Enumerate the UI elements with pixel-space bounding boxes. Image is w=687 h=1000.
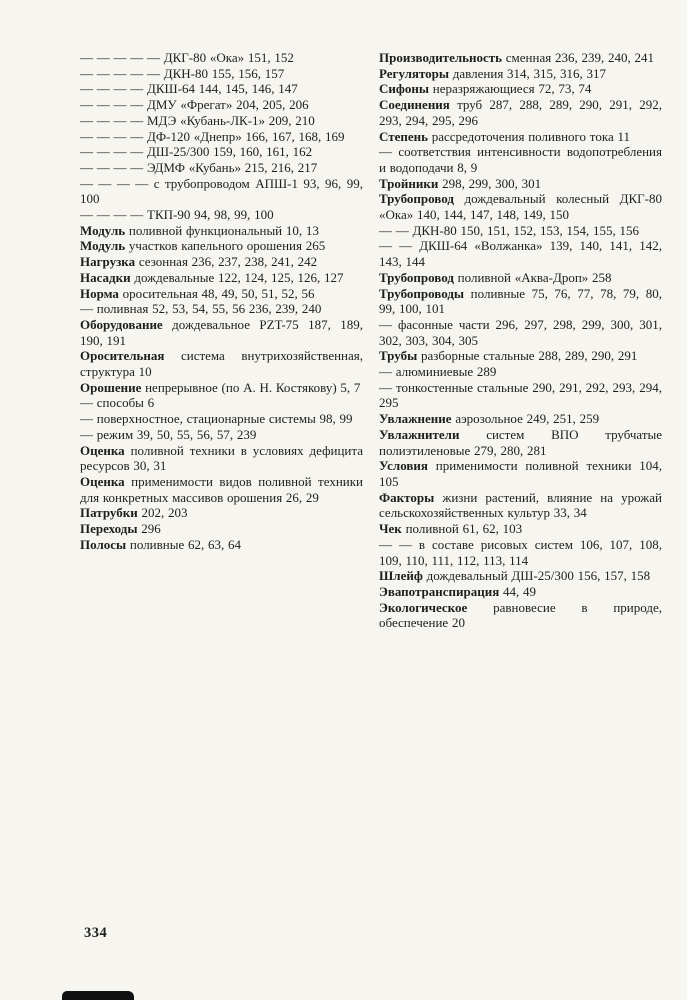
index-entry	[379, 568, 662, 584]
index-entry	[379, 380, 662, 411]
index-entry	[379, 458, 662, 489]
index-entry	[80, 160, 363, 176]
index-entry-text: — соответствия интенсивности водопотребления и водоподачи 8, 9	[379, 144, 662, 175]
index-entry	[379, 176, 662, 192]
index-entry-text: — — — — ТКП-90 94, 98, 99, 100	[80, 207, 274, 223]
index-entry	[379, 537, 662, 568]
index-entry-text: сменная 236, 239, 240, 241	[505, 50, 654, 65]
index-entry-text: поливные 62, 63, 64	[129, 536, 241, 552]
index-headword: Оросительная	[80, 348, 165, 364]
index-entry-text: дождевальные 122, 124, 125, 126, 127	[134, 269, 344, 285]
index-headword: Шлейф	[379, 568, 423, 584]
index-entry	[379, 223, 662, 239]
index-entry-text: — — — — ЭДМФ «Кубань» 215, 216, 217	[80, 159, 318, 175]
index-entry-text: — — ДКН-80 150, 151, 152, 153, 154, 155, 156	[379, 222, 640, 238]
index-headword: Условия	[379, 458, 428, 474]
index-headword: Экологическое	[379, 599, 468, 615]
index-entry	[379, 144, 662, 175]
index-column-left	[80, 50, 363, 631]
index-entry	[80, 223, 363, 239]
index-entry	[80, 427, 363, 443]
index-entry	[80, 238, 363, 254]
index-entry-text: давления 314, 315, 316, 317	[452, 65, 607, 81]
index-entry	[379, 364, 662, 380]
index-entry	[379, 129, 662, 145]
index-entry-text: непрерывное (по А. Н. Костякову) 5, 7	[145, 379, 361, 395]
index-entry-text: сезонная 236, 237, 238, 241, 242	[138, 254, 318, 270]
index-entry-text: 44, 49	[503, 583, 536, 599]
index-entry-text: дождевальный ДШ-25/300 156, 157, 158	[426, 568, 651, 584]
index-entry-text: поливной техники в условиях дефицита ресурсов 30, 31	[80, 442, 363, 474]
index-headword: Регуляторы	[379, 65, 450, 81]
index-entry-text: аэрозольное 249, 251, 259	[455, 411, 600, 427]
index-headword: Трубопроводы	[379, 285, 465, 301]
index-entry	[80, 317, 363, 348]
index-headword: Нагрузка	[80, 254, 136, 270]
index-entry	[379, 348, 662, 364]
index-entry-text: равновесие в природе, обеспечение 20	[379, 599, 662, 631]
index-entry	[379, 427, 662, 458]
index-entry-text: — алюминиевые 289	[379, 364, 497, 380]
index-entry-text: — — — — МДЭ «Кубань-ЛК-1» 209, 210	[80, 112, 315, 128]
index-headword: Увлажнение	[379, 411, 452, 427]
scan-artifact	[62, 991, 134, 1000]
index-entry-text: — — — — — ДКН-80 155, 156, 157	[80, 65, 285, 81]
index-entry-text: — способы 6	[80, 395, 155, 411]
index-entry-text: дождевальный колесный ДКГ-80 «Ока» 140, 144, 147, 148, 149, 150	[379, 191, 662, 223]
index-headword: Факторы	[379, 489, 435, 505]
index-entry-text: 202, 203	[141, 505, 188, 521]
index-entry	[80, 113, 363, 129]
index-entry	[379, 490, 662, 521]
index-entry-text: неразряжающиеся 72, 73, 74	[432, 81, 592, 97]
index-entry-text: труб 287, 288, 289, 290, 291, 292, 293, 294, 295, 296	[379, 97, 662, 128]
index-headword: Трубопровод	[379, 269, 454, 285]
index-entry	[80, 286, 363, 302]
index-headword: Трубопровод	[379, 191, 454, 207]
index-headword: Норма	[80, 285, 119, 301]
index-entry	[80, 81, 363, 97]
index-headword: Сифоны	[379, 81, 430, 97]
index-headword: Полосы	[80, 536, 127, 552]
index-entry	[379, 600, 662, 631]
index-text-block	[80, 50, 662, 631]
index-headword: Трубы	[379, 348, 418, 364]
index-entry-text: — — ДКШ-64 «Волжанка» 139, 140, 141, 142, 143, 144	[379, 238, 662, 270]
index-entry-text: разборные стальные 288, 289, 290, 291	[420, 348, 638, 364]
index-headword: Степень	[379, 128, 428, 144]
index-entry-text: применимости поливной техники 104, 105	[379, 458, 662, 489]
index-headword: Эвапотранспирация	[379, 583, 500, 599]
index-entry	[379, 270, 662, 286]
index-entry-text: систем ВПО трубчатые полиэтиленовые 279, 280, 281	[379, 426, 662, 458]
index-entry-text: — режим 39, 50, 55, 56, 57, 239	[80, 426, 257, 442]
index-headword: Тройники	[379, 175, 439, 191]
index-entry	[80, 254, 363, 270]
index-headword: Переходы	[80, 521, 138, 537]
index-entry-text: 298, 299, 300, 301	[442, 175, 542, 191]
index-entry	[80, 66, 363, 82]
index-entry	[80, 50, 363, 66]
index-entry	[80, 129, 363, 145]
index-entry	[80, 443, 363, 474]
index-entry-text: участков капельного орошения 265	[128, 238, 326, 254]
index-entry-text: система внутрихозяйственная, структура 10	[80, 348, 363, 380]
index-entry	[379, 286, 662, 317]
index-entry-text: 296	[141, 521, 161, 537]
index-entry	[80, 537, 363, 553]
index-entry-text: поливной функциональный 10, 13	[128, 222, 319, 238]
index-entry-text: дождевальное PZT-75 187, 189, 190, 191	[80, 316, 364, 348]
index-headword: Патрубки	[80, 505, 138, 521]
index-entry	[379, 521, 662, 537]
index-entry-text: поливной 61, 62, 103	[405, 521, 523, 537]
index-headword: Оборудование	[80, 316, 163, 332]
index-entry-text: — фасонные части 296, 297, 298, 299, 300, 301, 302, 303, 304, 305	[379, 316, 662, 348]
index-entry	[379, 191, 662, 222]
index-entry	[379, 317, 662, 348]
index-entry	[379, 97, 662, 128]
index-entry-text: — тонкостенные стальные 290, 291, 292, 293, 294, 295	[379, 379, 662, 411]
index-entry	[80, 348, 363, 379]
index-entry-text: поливные 75, 76, 77, 78, 79, 80, 99, 100, 101	[379, 285, 662, 317]
index-entry-text: — — — — — ДКГ-80 «Ока» 151, 152	[80, 50, 294, 65]
index-headword: Соединения	[379, 97, 450, 113]
index-headword: Чек	[379, 521, 402, 537]
index-entry-text: — — — — ДФ-120 «Днепр» 166, 167, 168, 169	[80, 128, 345, 144]
index-headword: Увлажнители	[379, 426, 460, 442]
index-entry	[379, 50, 662, 66]
index-entry-text: — — — — ДШ-25/300 159, 160, 161, 162	[80, 144, 313, 160]
index-entry-text: жизни растений, влияние на урожай сельскохозяйственных культур 33, 34	[379, 489, 662, 521]
index-entry	[379, 66, 662, 82]
index-entry-text: оросительная 48, 49, 50, 51, 52, 56	[122, 285, 315, 301]
index-entry-text: — — — — ДКШ-64 144, 145, 146, 147	[80, 81, 298, 97]
index-entry-text: — — в составе рисовых систем 106, 107, 108, 109, 110, 111, 112, 113, 114	[379, 536, 662, 568]
index-headword: Модуль	[80, 222, 126, 238]
index-entry-text: рассредоточения поливного тока 11	[431, 128, 630, 144]
index-headword: Модуль	[80, 238, 126, 254]
index-entry	[80, 97, 363, 113]
index-headword: Оценка	[80, 442, 125, 458]
index-headword: Производительность	[379, 50, 503, 65]
index-entry	[379, 584, 662, 600]
index-entry-text: поливной «Аква-Дроп» 258	[457, 269, 612, 285]
index-entry	[80, 270, 363, 286]
index-entry	[80, 301, 363, 317]
index-entry-text: — — — — с трубопроводом АПШ-1 93, 96, 99, 100	[80, 175, 363, 207]
index-entry	[80, 380, 363, 396]
index-entry	[379, 411, 662, 427]
page-number: 334	[84, 925, 108, 941]
index-entry	[80, 474, 363, 505]
index-entry-text: — поверхностное, стационарные системы 98, 99	[80, 411, 353, 427]
index-headword: Оценка	[80, 473, 125, 489]
index-entry-text: применимости видов поливной техники для конкретных массивов орошения 26, 29	[80, 473, 364, 505]
index-entry	[80, 505, 363, 521]
index-entry	[80, 411, 363, 427]
index-entry	[379, 81, 662, 97]
index-entry-text: — поливная 52, 53, 54, 55, 56 236, 239, 240	[80, 301, 322, 317]
index-entry-text: — — — — ДМУ «Фрегат» 204, 205, 206	[80, 97, 309, 113]
index-headword: Насадки	[80, 269, 131, 285]
index-entry	[80, 395, 363, 411]
index-entry	[80, 176, 363, 207]
index-entry	[80, 144, 363, 160]
index-entry	[80, 521, 363, 537]
index-entry	[379, 238, 662, 269]
index-headword: Орошение	[80, 379, 142, 395]
index-column-right	[379, 50, 662, 631]
index-entry	[80, 207, 363, 223]
